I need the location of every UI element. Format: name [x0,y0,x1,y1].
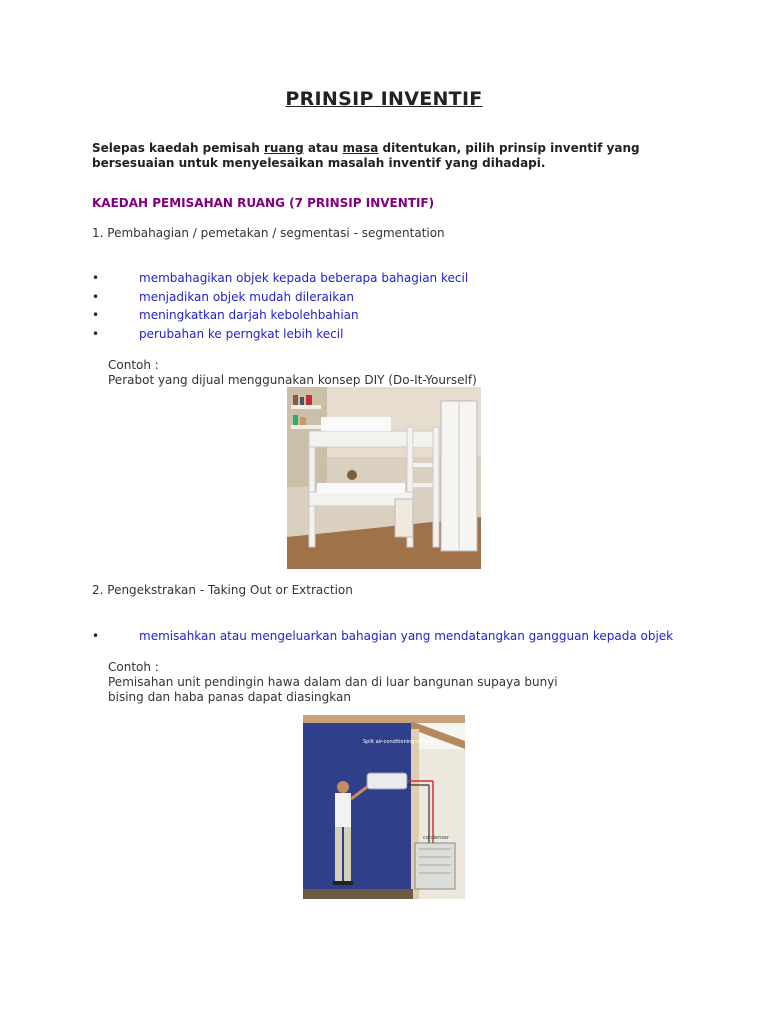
bunk-bed-image [287,387,481,569]
intro-paragraph [92,141,672,171]
principle-1-heading: 1. Pembahagian / pemetakan / segmentasi - segmentation [92,226,445,240]
aircon-label: Split air-conditioning system [363,739,435,745]
intro-masa: masa [342,141,379,155]
bullet-text: membahagikan objek kepada beberapa bahagian kecil [139,271,469,285]
intro-text-3: ditentukan, pilih prinsip inventif yang bersesuaian untuk menyelesaikan masalah inventif yang dihadapi. [92,141,640,170]
intro-ruang: ruang [263,141,304,155]
bullet-icon: • [92,326,100,341]
bullet-text: menjadikan objek mudah dileraikan [139,289,354,304]
page-title: PRINSIP INVENTIF [285,88,483,110]
air-conditioner-image [303,715,465,899]
section-heading: KAEDAH PEMISAHAN RUANG (7 PRINSIP INVENTIF) [92,196,435,210]
bullet-text: meningkatkan darjah kebolehbahian [139,308,359,322]
example-label: Contoh : [108,660,159,674]
outdoor-label: condenser [423,835,450,841]
example-line: Pemisahan unit pendingin hawa dalam dan di luar bangunan supaya bunyi [108,675,558,689]
principle-1-example [108,358,477,388]
principle-2-example [108,660,558,705]
example-line: Perabot yang dijual menggunakan konsep DIY (Do-It-Yourself) [108,373,477,387]
principle-2-heading: 2. Pengekstrakan - Taking Out or Extraction [92,583,353,597]
example-label: Contoh : [108,358,159,372]
bullet-text: memisahkan atau mengeluarkan bahagian yang mendatangkan gangguan kepada objek [139,629,674,643]
intro-text-2: atau [303,141,343,155]
bullet-icon: • [92,308,100,322]
intro-text-1: Selepas kaedah pemisah [92,141,264,155]
bullet-icon: • [92,271,100,285]
bullet-text: perubahan ke perngkat lebih kecil [139,326,344,341]
bullet-icon: • [92,289,100,304]
example-line: bising dan haba panas dapat diasingkan [108,690,351,704]
bullet-icon: • [92,629,100,643]
